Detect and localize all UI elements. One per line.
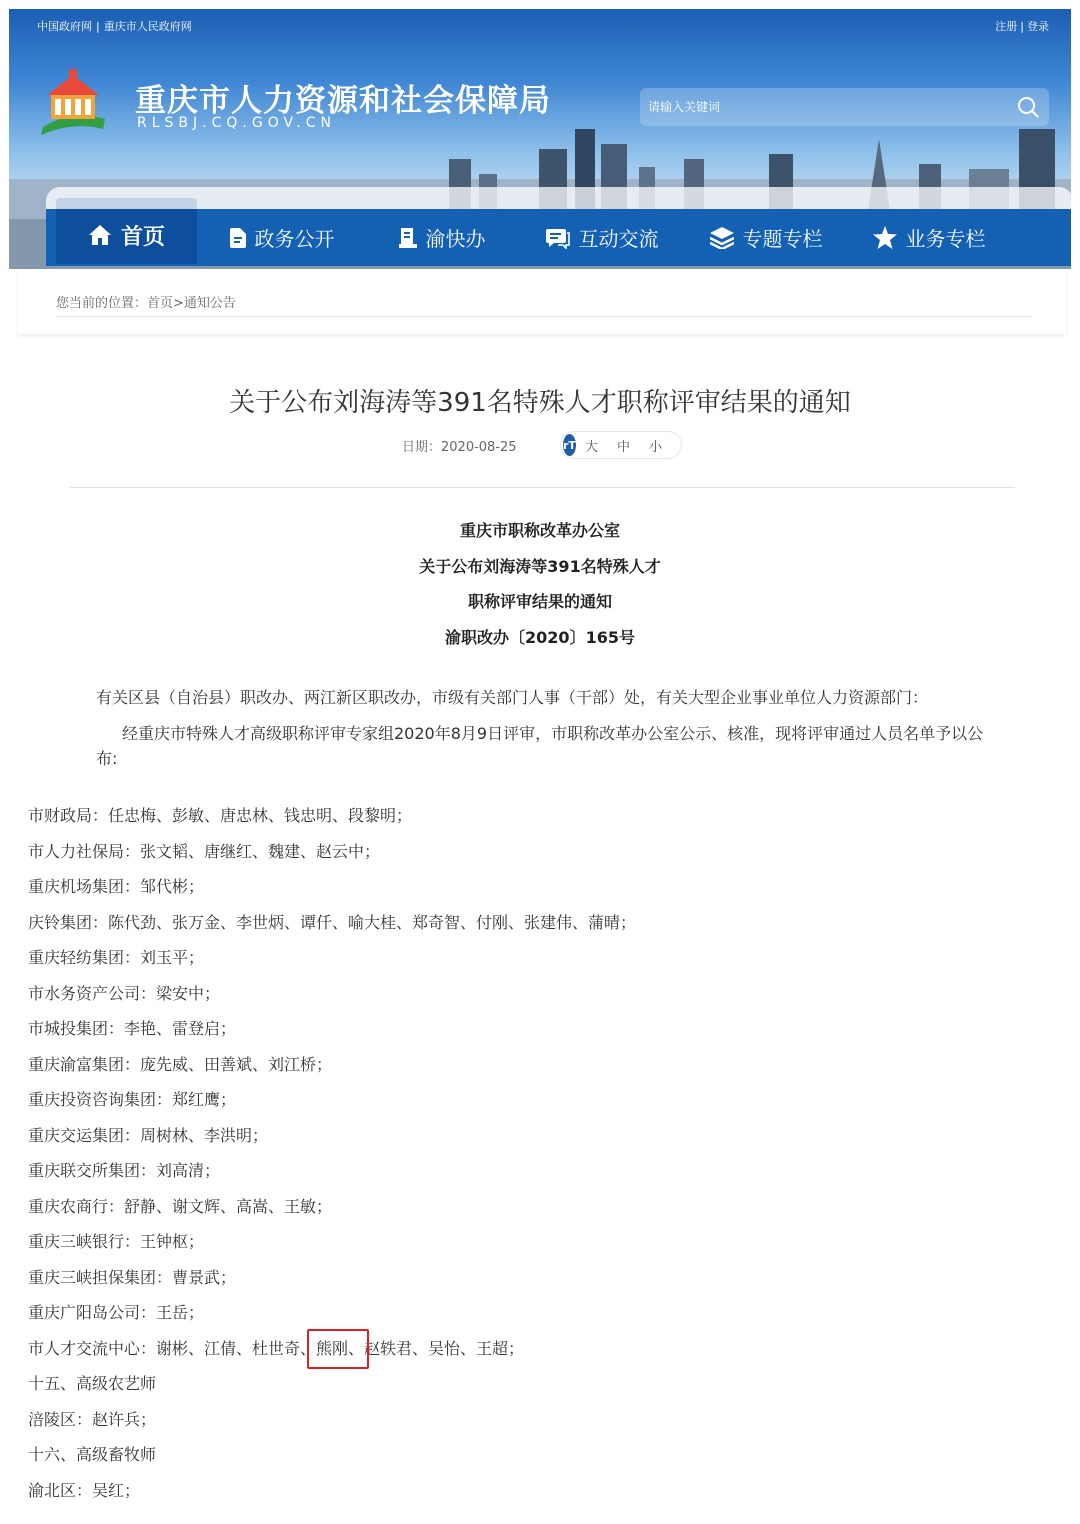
salutation: 有关区县（自治县）职改办、两江新区职改办，市级有关部门人事（干部）处，有关大型企业事业单位人力资源部门： [96, 688, 929, 707]
heading-line: 职称评审结果的通知 [467, 592, 612, 611]
list-item-text: 市人才交流中心：谢彬、江倩、杜世奇、 [28, 1338, 317, 1358]
nav-home[interactable] [56, 198, 197, 264]
register-link[interactable]: 注册 [995, 20, 1018, 33]
user-links: 注册 | 登录 [995, 20, 1049, 33]
list-item: 重庆机场集团：邹代彬； [28, 877, 205, 896]
font-size-switcher [560, 431, 682, 459]
document-heading [0, 518, 1080, 660]
list-item-highlighted [28, 1336, 1048, 1372]
font-size-icon: rT [563, 434, 576, 456]
heading-line: 关于公布刘海涛等391名特殊人才 [419, 556, 661, 576]
chat-icon [546, 227, 570, 249]
breadcrumb-bar [18, 269, 1066, 334]
top-links: 中国政府网 | 重庆市人民政府网 [37, 20, 192, 33]
book-icon [399, 228, 417, 248]
nav-special-topics[interactable] [687, 209, 845, 266]
highlighted-name [316, 1339, 364, 1358]
main-nav-bar [46, 209, 1071, 266]
list-item: 渝北区：吴红； [28, 1480, 141, 1500]
section-heading: 十五、高级农艺师 [28, 1374, 157, 1393]
document-icon [230, 228, 246, 248]
font-size-large[interactable]: 大 [584, 439, 598, 455]
list-item: 重庆联交所集团：刘高清； [28, 1161, 221, 1180]
breadcrumb[interactable]: 您当前的位置：首页>通知公告 [56, 296, 236, 311]
list-item-text: 赵轶君、吴怡、王超； [364, 1338, 525, 1358]
nav-business-label: 业务专栏 [905, 227, 986, 251]
list-item: 重庆投资咨询集团：郑红鹰； [28, 1090, 237, 1109]
list-item: 重庆渝富集团：庞先威、田善斌、刘江桥； [28, 1054, 333, 1074]
article-body [96, 685, 986, 771]
document-number: 渝职改办〔2020〕165号 [445, 627, 635, 647]
search-input[interactable] [648, 88, 998, 126]
nav-interaction-label: 互动交流 [578, 227, 659, 251]
search-icon[interactable] [1017, 96, 1039, 118]
site-title[interactable]: 重庆市人力资源和社会保障局 [135, 83, 551, 119]
breadcrumb-divider [56, 316, 1032, 317]
nav-yukuaiban-label: 渝快办 [425, 227, 486, 251]
nav-gov-affairs-label: 政务公开 [254, 227, 335, 251]
nav-special-topics-label: 专题专栏 [742, 227, 823, 251]
list-item: 重庆三峡担保集团：曹景武； [28, 1267, 237, 1287]
heading-line: 重庆市职称改革办公室 [459, 521, 620, 540]
title-divider [70, 487, 1015, 488]
section-heading: 十六、高级畜牧师 [28, 1445, 157, 1464]
list-item: 重庆广阳岛公司：王岳； [28, 1303, 205, 1322]
login-link[interactable]: 登录 [1027, 20, 1049, 33]
home-icon [88, 223, 112, 247]
nav-home-label: 首页 [120, 224, 165, 250]
highlighted-name-text: 熊刚、 [316, 1338, 365, 1358]
list-item: 重庆农商行：舒静、谢文辉、高嵩、王敏； [28, 1196, 333, 1216]
intro-paragraph: 经重庆市特殊人才高级职称评审专家组2020年8月9日评审，市职称改革办公室公示、核准，现将评审通过人员名单予以公布: [96, 724, 984, 768]
font-size-medium[interactable]: 中 [616, 439, 630, 455]
article-date: 日期：2020-08-25 [402, 440, 517, 455]
list-item: 涪陵区：赵许兵； [28, 1409, 157, 1429]
header-banner [9, 9, 1071, 269]
nav-gov-affairs[interactable] [197, 209, 367, 266]
article-title: 关于公布刘海涛等391名特殊人才职称评审结果的通知 [229, 388, 851, 418]
list-item: 重庆三峡银行：王钟枢； [28, 1232, 205, 1251]
font-size-small[interactable]: 小 [648, 439, 662, 455]
result-list [28, 803, 1048, 1513]
list-item: 市水务资产公司：梁安中； [28, 983, 221, 1003]
search-box [640, 88, 1049, 126]
list-item: 重庆交运集团：周树林、李洪明； [28, 1125, 269, 1145]
site-logo-icon [37, 69, 109, 135]
nav-interaction[interactable] [517, 209, 687, 266]
list-item: 市城投集团：李艳、雷登启； [28, 1019, 237, 1038]
nav-business[interactable] [845, 209, 1013, 266]
list-item: 重庆轻纺集团：刘玉平； [28, 948, 205, 967]
gov-link[interactable]: 中国政府网 [37, 20, 92, 33]
highlight-box [307, 1329, 369, 1369]
nav-yukuaiban[interactable] [367, 209, 517, 266]
layers-icon [710, 227, 734, 249]
list-item: 市人力社保局：张文韬、唐继红、魏建、赵云中； [28, 841, 381, 861]
cq-gov-link[interactable]: 重庆市人民政府网 [103, 20, 192, 33]
star-icon [873, 226, 897, 249]
site-domain: RLSBJ.CQ.GOV.CN [137, 115, 336, 131]
list-item: 庆铃集团：陈代劲、张万金、李世炳、谭仟、喻大桂、郑奇智、付刚、张建伟、蒲晴； [28, 912, 637, 932]
list-item: 市财政局：任忠梅、彭敏、唐忠林、钱忠明、段黎明； [28, 806, 413, 825]
